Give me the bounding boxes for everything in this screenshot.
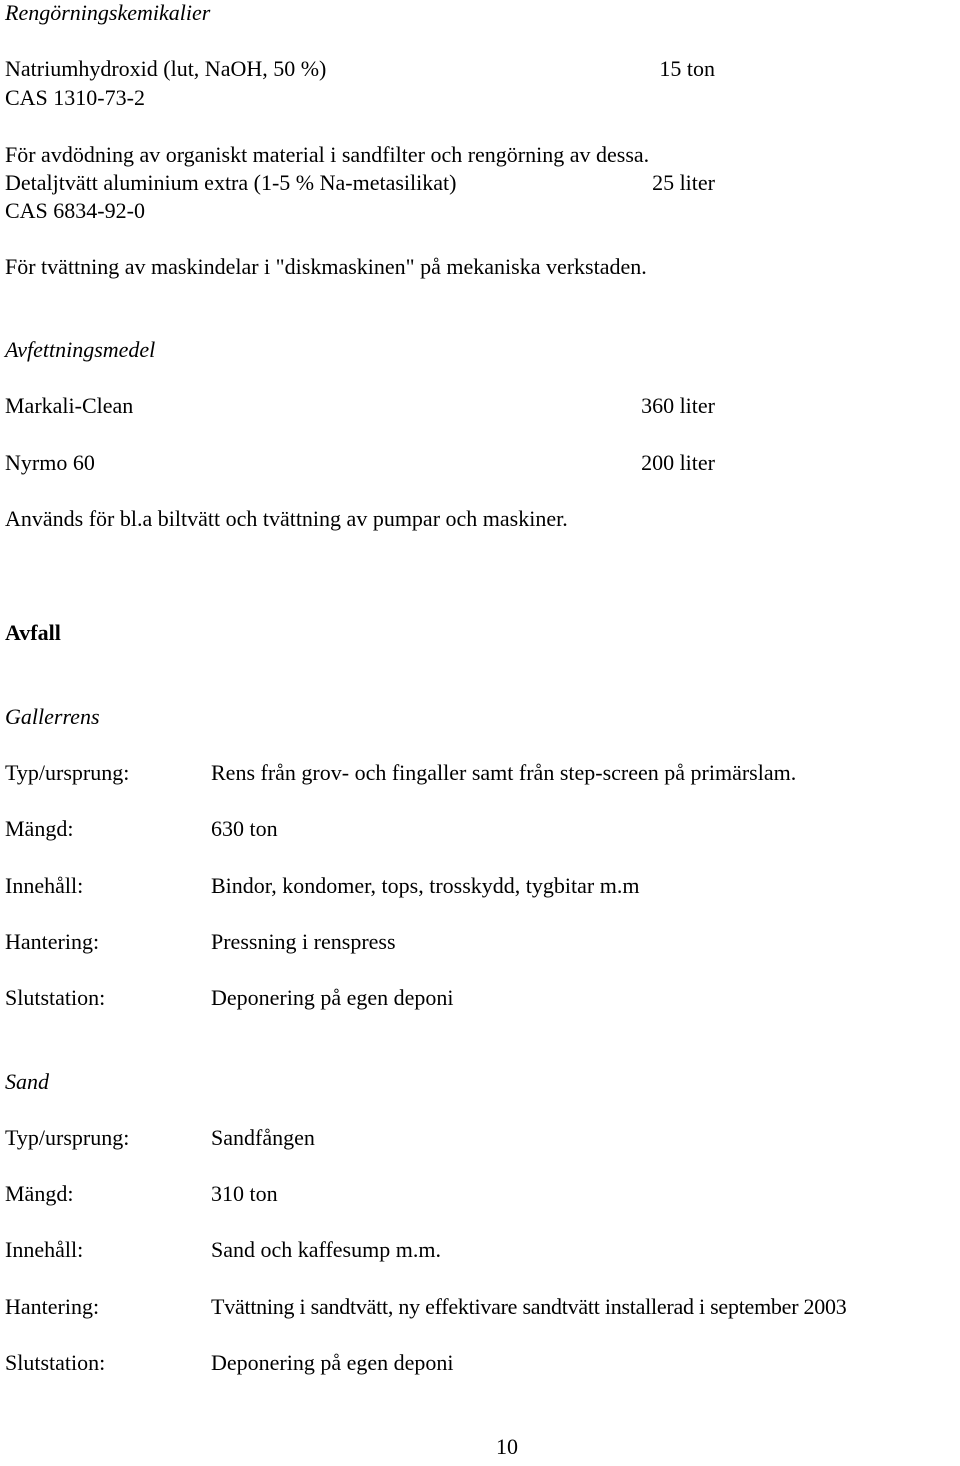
- detalj-cas: CAS 6834-92-0: [5, 198, 145, 223]
- detalj-name: Detaljtvätt aluminium extra (1-5 % Na-metasilikat): [5, 170, 457, 195]
- field-value: Rens från grov- och fingaller samt från step-screen på primärslam.: [211, 760, 797, 785]
- field-label: Slutstation:: [5, 1350, 106, 1375]
- degreaser-amount: 360 liter: [641, 393, 715, 418]
- field-value: Deponering på egen deponi: [211, 1350, 454, 1375]
- detalj-amount: 25 liter: [652, 170, 715, 195]
- section-heading-waste: Avfall: [5, 620, 61, 645]
- degreaser-amount: 200 liter: [641, 450, 715, 475]
- field-value: Sandfången: [211, 1125, 315, 1150]
- section-heading-chemicals: Rengörningskemikalier: [5, 0, 211, 25]
- section-heading-degreasers: Avfettningsmedel: [5, 337, 156, 362]
- subheading-gallerrens: Gallerrens: [5, 704, 100, 729]
- field-value: 630 ton: [211, 816, 278, 841]
- degreaser-name: Nyrmo 60: [5, 450, 95, 475]
- field-label: Mängd:: [5, 816, 74, 841]
- field-label: Typ/ursprung:: [5, 1125, 130, 1150]
- field-value: Pressning i renspress: [211, 929, 396, 954]
- field-label: Innehåll:: [5, 1237, 84, 1262]
- field-value: Sand och kaffesump m.m.: [211, 1237, 441, 1262]
- field-label: Slutstation:: [5, 985, 106, 1010]
- field-label: Hantering:: [5, 1294, 100, 1319]
- degreaser-name: Markali-Clean: [5, 393, 134, 418]
- field-label: Typ/ursprung:: [5, 760, 130, 785]
- field-label: Mängd:: [5, 1181, 74, 1206]
- detalj-use: För tvättning av maskindelar i "diskmaskinen" på mekaniska verkstaden.: [5, 254, 647, 279]
- degreasers-use: Används för bl.a biltvätt och tvättning av pumpar och maskiner.: [5, 506, 568, 531]
- naoh-name: Natriumhydroxid (lut, NaOH, 50 %): [5, 56, 327, 81]
- field-value: Bindor, kondomer, tops, trosskydd, tygbitar m.m: [211, 873, 640, 898]
- field-value: Deponering på egen deponi: [211, 985, 454, 1010]
- field-label: Hantering:: [5, 929, 100, 954]
- naoh-cas: CAS 1310-73-2: [5, 85, 145, 110]
- field-value: 310 ton: [211, 1181, 278, 1206]
- field-value: Tvättning i sandtvätt, ny effektivare sandtvätt installerad i september 2003: [211, 1294, 847, 1319]
- subheading-sand: Sand: [5, 1069, 49, 1094]
- naoh-amount: 15 ton: [659, 56, 715, 81]
- field-label: Innehåll:: [5, 873, 84, 898]
- page-number: 10: [496, 1434, 518, 1459]
- naoh-use: För avdödning av organiskt material i sandfilter och rengörning av dessa.: [5, 142, 650, 167]
